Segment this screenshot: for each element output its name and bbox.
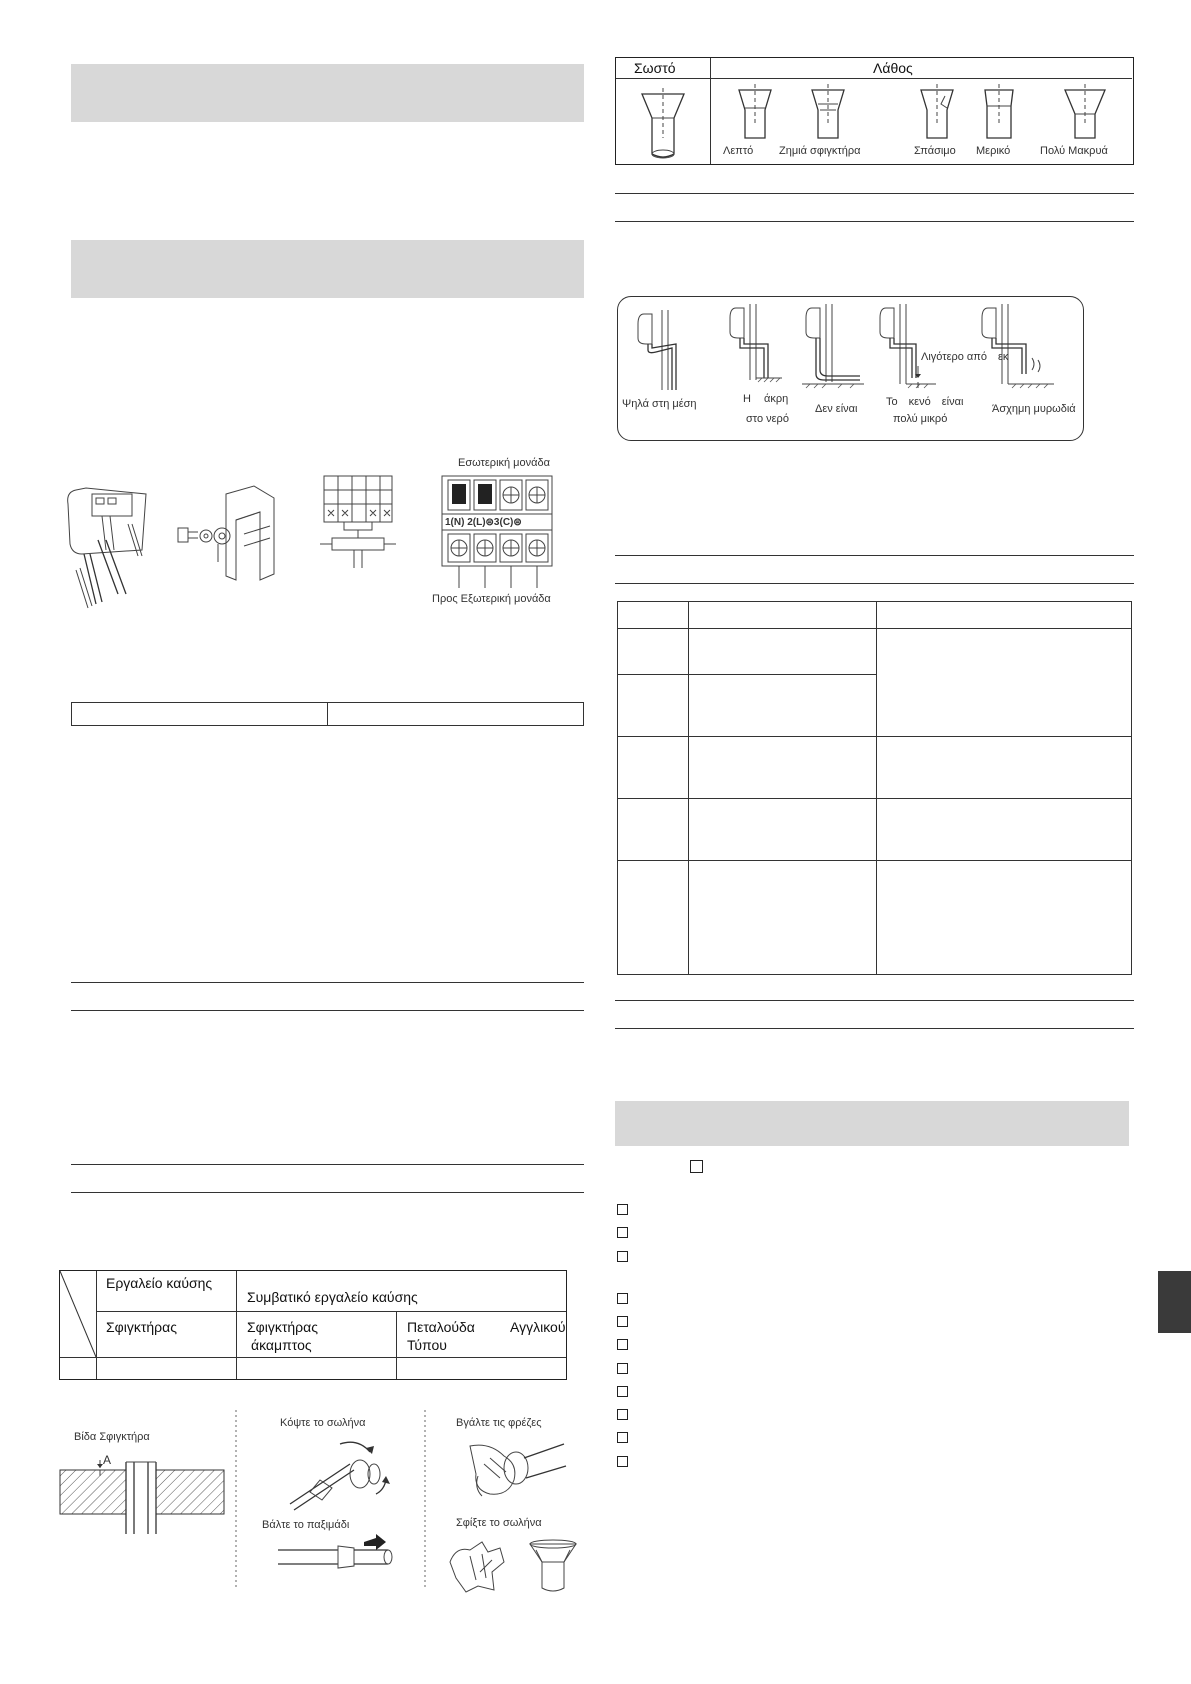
label-bad-smell: Άσχημη μυρωδιά bbox=[992, 403, 1076, 415]
flare-wrong-too-long-drawing bbox=[1063, 84, 1107, 146]
checklist-checkbox-9 bbox=[617, 1409, 628, 1420]
cut-pipe-label: Κόψτε το σωλήνα bbox=[280, 1417, 366, 1429]
label-gap-1: Το κενό είναι bbox=[886, 396, 964, 408]
three-col-divider-1 bbox=[688, 602, 689, 974]
label-less-than-unit: εκ bbox=[998, 351, 1009, 363]
checklist-checkbox-7 bbox=[617, 1363, 628, 1374]
flare-wrong-partial-drawing bbox=[979, 84, 1019, 146]
flare-wrong-thin-drawing bbox=[735, 84, 775, 146]
section-header-band-2 bbox=[71, 240, 584, 298]
clamp-cross-section bbox=[60, 1446, 224, 1534]
right-rule-3 bbox=[615, 555, 1134, 556]
label-not-is: Δεν είναι bbox=[815, 403, 858, 415]
checkbox-legend bbox=[690, 1160, 703, 1173]
flare-wrong-damage-drawing bbox=[808, 84, 848, 146]
flare-row-divider-2 bbox=[60, 1357, 566, 1358]
deburr-drawing bbox=[460, 1434, 570, 1514]
flare-tool-header: Εργαλείο καύσης bbox=[106, 1275, 213, 1291]
wrong-label-partial: Μερικό bbox=[976, 145, 1011, 157]
dimension-a-label: A bbox=[103, 1453, 112, 1467]
terminal-block-drawing bbox=[320, 472, 396, 572]
conventional-tool-header: Συμβατικό εργαλείο καύσης bbox=[247, 1289, 418, 1305]
clamp-rigid-header-1: Σφιγκτήρας bbox=[247, 1319, 318, 1335]
wrong-label-thin: Λεπτό bbox=[723, 145, 754, 157]
checklist-checkbox-2 bbox=[617, 1227, 628, 1238]
flare-col-divider-3 bbox=[396, 1311, 397, 1379]
wrong-label-crack: Σπάσιμο bbox=[914, 145, 956, 157]
drain-case-bad-smell bbox=[978, 304, 1054, 388]
label-gap-2: πολύ μικρό bbox=[893, 413, 948, 425]
drain-case-high-middle bbox=[636, 310, 696, 390]
three-col-row-5 bbox=[618, 860, 1131, 861]
label-tip-water-2: στο νερό bbox=[746, 413, 789, 425]
checklist-checkbox-3 bbox=[617, 1251, 628, 1262]
checklist-checkbox-6 bbox=[617, 1339, 628, 1350]
butterfly-header-1: Πεταλούδα Αγγλικού bbox=[407, 1319, 566, 1335]
three-col-row-3 bbox=[618, 736, 1131, 737]
flare-check-col-divider bbox=[710, 58, 711, 164]
terminal-board-drawing bbox=[440, 474, 554, 594]
wrong-label-too-long: Πολύ Μακρυά bbox=[1040, 145, 1108, 157]
tighten-pipe-label: Σφίξτε το σωλήνα bbox=[456, 1517, 542, 1529]
flare-table-diagonal bbox=[60, 1271, 96, 1357]
flare-check-header-rule bbox=[616, 78, 1132, 79]
two-column-divider bbox=[327, 703, 328, 725]
indoor-unit-label: Εσωτερική μονάδα bbox=[458, 457, 550, 469]
label-less-than: Λιγότερο από bbox=[921, 351, 987, 363]
clamp-header: Σφιγκτήρας bbox=[106, 1319, 177, 1335]
left-rule-1 bbox=[71, 982, 584, 983]
two-column-table bbox=[71, 702, 584, 726]
dotted-separator-1 bbox=[235, 1410, 237, 1590]
wrong-header: Λάθος bbox=[873, 60, 913, 76]
right-rule-1 bbox=[615, 193, 1134, 194]
flare-correct-drawing bbox=[640, 88, 686, 160]
label-high-middle: Ψηλά στη μέση bbox=[622, 398, 697, 410]
checklist-checkbox-5 bbox=[617, 1316, 628, 1327]
flare-row-divider-1 bbox=[96, 1311, 566, 1312]
pipe-cutter-drawing bbox=[280, 1434, 400, 1524]
three-col-row-2 bbox=[618, 674, 876, 675]
checklist-checkbox-10 bbox=[617, 1432, 628, 1443]
nut-insert-drawing bbox=[278, 1534, 408, 1584]
right-rule-6 bbox=[615, 1028, 1134, 1029]
dotted-separator-2 bbox=[424, 1410, 426, 1590]
flare-tool-table bbox=[59, 1270, 567, 1380]
indoor-unit-wiring-drawing bbox=[62, 484, 162, 614]
label-tip-water-1: Η άκρη bbox=[743, 393, 789, 405]
butterfly-header-2: Τύπου bbox=[407, 1337, 447, 1353]
checklist-checkbox-11 bbox=[617, 1456, 628, 1467]
flare-wrong-crack-drawing bbox=[917, 84, 957, 146]
right-rule-5 bbox=[615, 1000, 1134, 1001]
tighten-pipe-drawing bbox=[446, 1532, 586, 1596]
clamp-rigid-header-2: άκαμπτος bbox=[251, 1337, 312, 1353]
screw-washer-drawing bbox=[174, 484, 284, 584]
section-header-band-1 bbox=[71, 64, 584, 122]
three-col-divider-2 bbox=[876, 602, 877, 974]
left-rule-2 bbox=[71, 1010, 584, 1011]
checklist-checkbox-8 bbox=[617, 1386, 628, 1397]
drain-case-sag bbox=[802, 304, 864, 388]
three-col-row-1 bbox=[618, 628, 1131, 629]
checklist-checkbox-4 bbox=[617, 1293, 628, 1304]
terminal-labels: 1(N) 2(L)⊜3(C)⊜ bbox=[445, 517, 522, 528]
page-edge-tab bbox=[1158, 1271, 1191, 1333]
correct-header: Σωστό bbox=[634, 60, 676, 76]
checklist-checkbox-1 bbox=[617, 1204, 628, 1215]
drain-case-small-gap bbox=[876, 304, 936, 388]
drain-case-tip-in-water bbox=[726, 304, 786, 384]
right-rule-4 bbox=[615, 583, 1134, 584]
flare-col-divider-2 bbox=[236, 1271, 237, 1379]
three-col-row-4 bbox=[618, 798, 1131, 799]
left-rule-3 bbox=[71, 1164, 584, 1165]
flare-col-divider-1 bbox=[96, 1271, 97, 1379]
wrong-label-damage: Ζημιά σφιγκτήρα bbox=[779, 145, 861, 157]
insert-nut-label: Βάλτε το παξιμάδι bbox=[262, 1519, 350, 1531]
right-rule-2 bbox=[615, 221, 1134, 222]
left-rule-4 bbox=[71, 1192, 584, 1193]
clamp-screw-label: Βίδα Σφιγκτήρα bbox=[74, 1431, 150, 1443]
remove-burrs-label: Βγάλτε τις φρέζες bbox=[456, 1417, 542, 1429]
three-column-table bbox=[617, 601, 1132, 975]
to-outdoor-unit-label: Προς Εξωτερική μονάδα bbox=[432, 593, 551, 605]
section-header-band-3 bbox=[615, 1101, 1129, 1146]
